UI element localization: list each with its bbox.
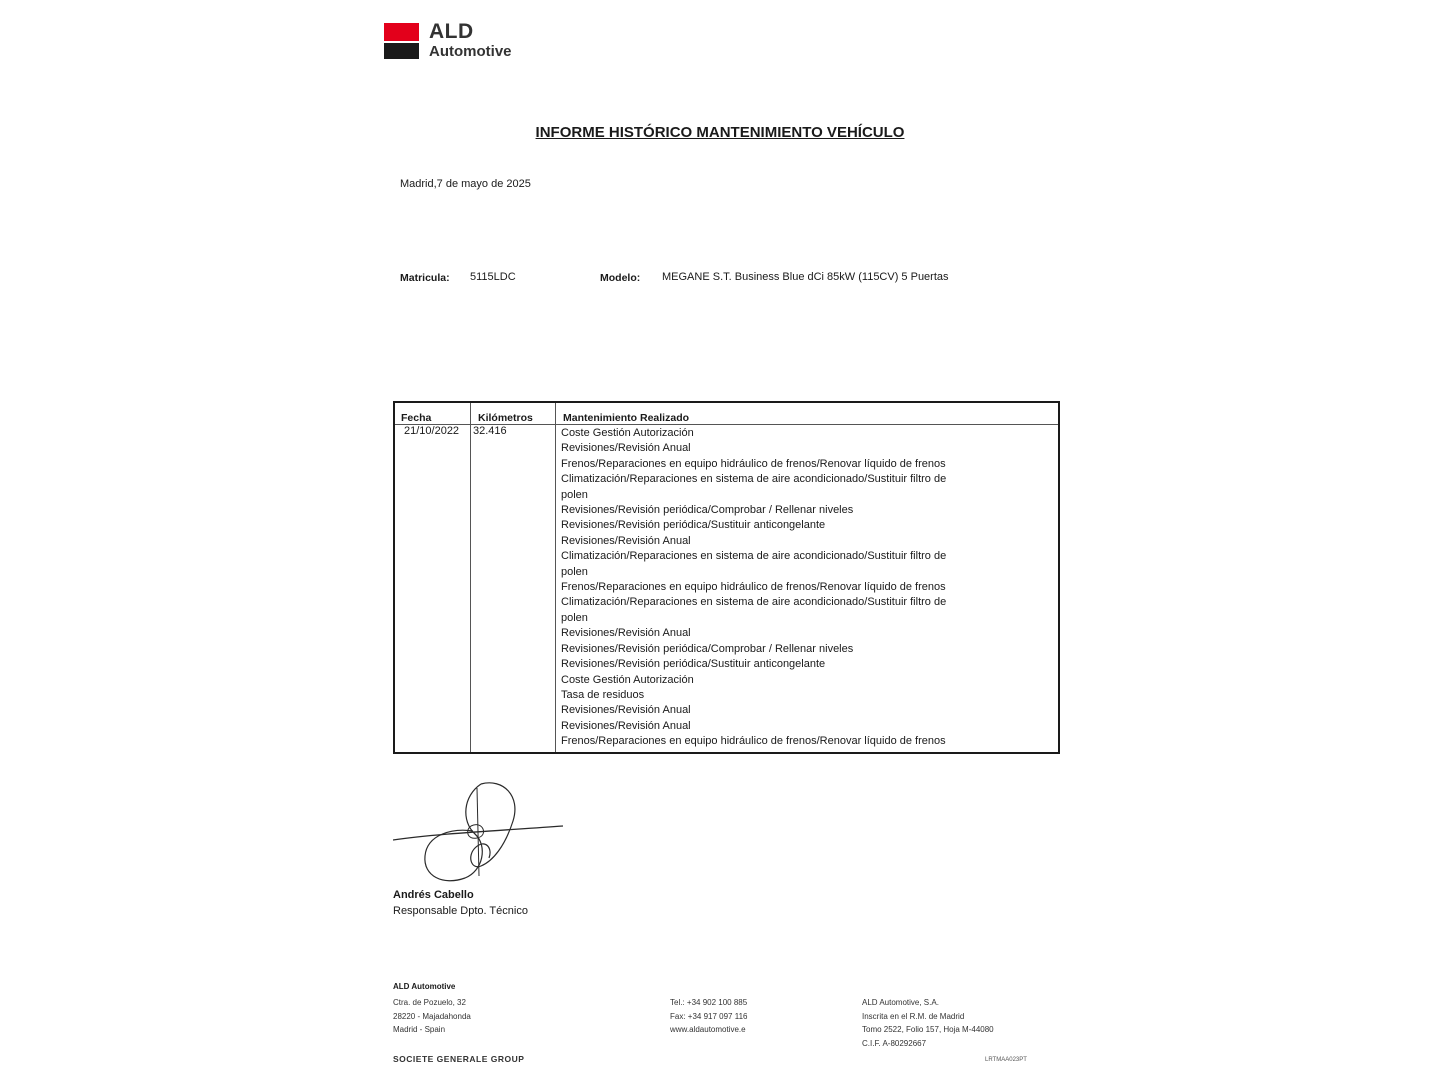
footer-group: SOCIETE GENERALE GROUP	[393, 1054, 525, 1064]
signer-role: Responsable Dpto. Técnico	[393, 905, 528, 917]
operation-item: Frenos/Reparaciones en equipo hidráulico de frenos/Renovar líquido de frenos	[561, 581, 946, 594]
logo-mark-icon	[384, 23, 419, 59]
header-fecha: Fecha	[401, 412, 432, 424]
header-maintenance: Mantenimiento Realizado	[563, 412, 690, 424]
operation-item: Climatización/Reparaciones en sistema de aire acondicionado/Sustituir filtro de polen	[561, 596, 947, 624]
model-value: MEGANE S.T. Business Blue dCi 85kW (115CV) 5 Puertas	[662, 271, 949, 283]
signature-icon	[393, 776, 568, 886]
operation-item: Climatización/Reparaciones en sistema de aire acondicionado/Sustituir filtro de polen	[561, 473, 947, 501]
report-date: Madrid,7 de mayo de 2025	[400, 178, 531, 190]
footer-legal: ALD Automotive, S.A. Inscrita en el R.M. de Madrid Tomo 2522, Folio 157, Hoja M-44080 C.I.F. A-80292667	[862, 998, 994, 1048]
operation-item: Revisiones/Revisión Anual	[561, 704, 691, 717]
operation-item: Revisiones/Revisión periódica/Sustituir anticongelante	[561, 658, 826, 671]
operation-item: Tasa de residuos	[561, 688, 645, 701]
operation-item: Revisiones/Revisión Anual	[561, 534, 691, 547]
footer-reference: LRTMAA023PT	[985, 1057, 1027, 1063]
maintenance-table	[393, 401, 1060, 754]
operation-item: Frenos/Reparaciones en equipo hidráulico de frenos/Renovar líquido de frenos	[561, 457, 946, 470]
plate-label: Matricula:	[400, 272, 450, 284]
operation-item: Coste Gestión Autorización	[561, 427, 694, 439]
operation-item: Revisiones/Revisión periódica/Comprobar / Rellenar niveles	[561, 642, 854, 655]
ald-automotive-logo	[384, 22, 524, 62]
footer-company: ALD Automotive	[393, 982, 456, 991]
operation-item: Revisiones/Revisión Anual	[561, 442, 691, 455]
model-label: Modelo:	[600, 272, 641, 284]
operation-item: Coste Gestión Autorización	[561, 673, 694, 686]
operation-item: Revisiones/Revisión periódica/Comprobar / Rellenar niveles	[561, 504, 854, 517]
operation-item: Revisiones/Revisión periódica/Sustituir anticongelante	[561, 519, 826, 532]
operation-item: Revisiones/Revisión Anual	[561, 627, 691, 640]
operations-list	[561, 426, 971, 750]
footer-address: Ctra. de Pozuelo, 32 28220 - Majadahonda Madrid - Spain	[393, 998, 471, 1034]
logo-name: ALD	[429, 20, 474, 43]
signer-name: Andrés Cabello	[393, 889, 474, 901]
page-title: INFORME HISTÓRICO MANTENIMIENTO VEHÍCULO	[535, 124, 905, 141]
header-km: Kilómetros	[478, 412, 533, 424]
operation-item: Frenos/Reparaciones en equipo hidráulico de frenos/Renovar líquido de frenos	[561, 735, 946, 748]
operation-item: Revisiones/Revisión Anual	[561, 719, 691, 732]
operation-item: Climatización/Reparaciones en sistema de aire acondicionado/Sustituir filtro de polen	[561, 550, 947, 578]
footer-website: www.aldautomotive.e	[670, 1025, 746, 1034]
row-km: 32.416	[473, 425, 507, 437]
footer-contact: Tel.: +34 902 100 885 Fax: +34 917 097 116 www.aldautomotive.e	[670, 996, 747, 1037]
logo-subtitle: Automotive	[429, 43, 512, 60]
row-date: 21/10/2022	[404, 425, 460, 437]
plate-value: 5115LDC	[470, 271, 516, 283]
